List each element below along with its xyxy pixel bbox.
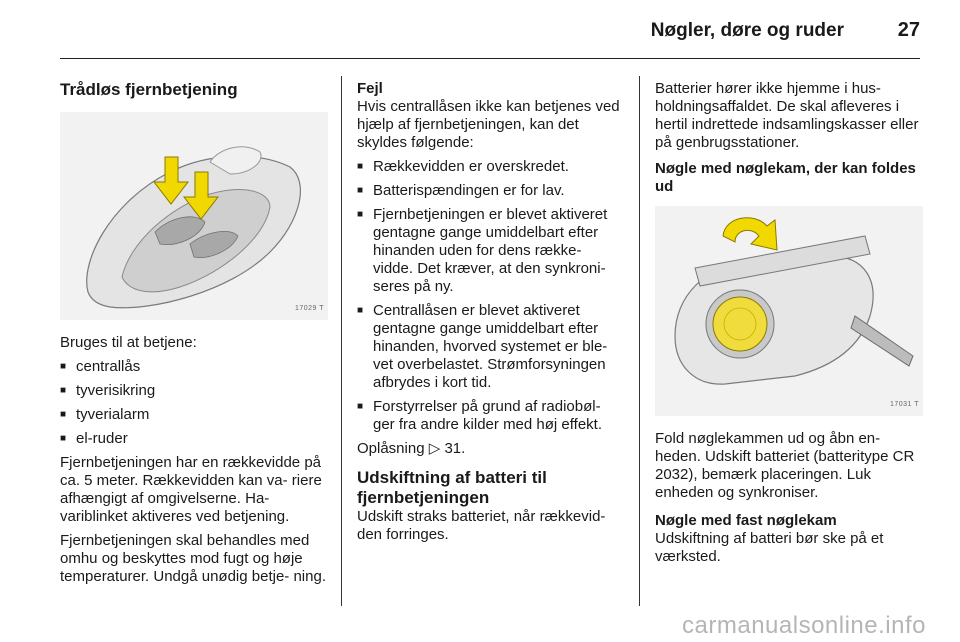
uses-intro: Bruges til at betjene: bbox=[60, 334, 197, 351]
foldkey-battery-drawing bbox=[655, 206, 923, 416]
list-item: ■ tyverisikring bbox=[60, 382, 328, 400]
column-3 bbox=[655, 80, 923, 572]
figure-code: 17029 T bbox=[294, 305, 324, 312]
list-item: ■ Centrallåsen er blevet aktiveret gentagne gange umiddelbart efter hinanden, hvorved systemet er ble- vet overbelastet. Strømforsyningen afbrydes i kort tid. bbox=[357, 302, 625, 392]
page-header bbox=[60, 18, 920, 58]
range-paragraph: Fjernbetjeningen har en rækkevidde på ca. 5 meter. Rækkevidden kan va- riere afhængigt af omgivelserne. Ha- variblinket aktiveres ved betjening. bbox=[60, 454, 322, 525]
page-reference-arrow-icon: ▷ bbox=[428, 440, 441, 457]
list-item: ■ Forstyrrelser på grund af radiobøl- ger fra andre kilder med høj effekt. bbox=[357, 398, 625, 434]
column-2 bbox=[357, 80, 625, 550]
list-item: ■ Fjernbetjeningen er blevet aktiveret gentagne gange umiddelbart efter hinanden uden for dens række- vidde. Det kræver, at den synkroni- seres på ny. bbox=[357, 206, 625, 296]
uses-list bbox=[60, 358, 328, 448]
care-paragraph: Fjernbetjeningen skal behandles med omhu og beskyttes mod fugt og høje temperaturer. Undgå unødig betje- ning. bbox=[60, 532, 326, 585]
battery-heading: Udskiftning af batteri til fjernbetjeningen bbox=[357, 468, 547, 507]
unlock-page-link[interactable]: 31. bbox=[444, 440, 466, 457]
unlock-label: Oplåsning bbox=[357, 440, 425, 457]
list-item: ■ centrallås bbox=[60, 358, 328, 376]
figure-code: 17031 T bbox=[889, 401, 919, 408]
foldkey-text: Fold nøglekammen ud og åbn en- heden. Udskift batteriet (batteritype CR 2032), bemærk placeringen. Luk enheden og synkroniser. bbox=[655, 430, 915, 501]
list-item: ■ el-ruder bbox=[60, 430, 328, 448]
header-title: Nøgler, døre og ruder bbox=[650, 20, 844, 41]
column-divider bbox=[639, 76, 640, 606]
fault-intro: Hvis centrallåsen ikke kan betjenes ved hjælp af fjernbetjeningen, kan det skyldes følgende: bbox=[357, 98, 620, 151]
remote-control-heading: Trådløs fjernbetjening bbox=[60, 80, 238, 99]
list-item: ■ Batterispændingen er for lav. bbox=[357, 182, 625, 200]
foldkey-heading: Nøgle med nøglekam, der kan foldes ud bbox=[655, 160, 916, 195]
list-item: ■ tyverialarm bbox=[60, 406, 328, 424]
remote-key-drawing bbox=[60, 112, 328, 320]
unlock-reference bbox=[357, 440, 625, 458]
column-1 bbox=[60, 80, 328, 592]
page-number: 27 bbox=[897, 19, 920, 41]
column-divider bbox=[341, 76, 342, 606]
foldkey-battery-illustration bbox=[655, 206, 923, 416]
header-rule bbox=[60, 58, 920, 59]
remote-key-illustration bbox=[60, 112, 328, 320]
fault-list bbox=[357, 158, 625, 434]
fixedkey-text: Udskiftning af batteri bør ske på et værksted. bbox=[655, 530, 884, 565]
fault-heading: Fejl bbox=[357, 80, 383, 97]
disposal-text: Batterier hører ikke hjemme i hus- holdningsaffaldet. De skal afleveres i hertil indrettede indsamlingskasser eller på genbrugsstationer. bbox=[655, 80, 919, 151]
battery-text: Udskift straks batteriet, når rækkevid- den forringes. bbox=[357, 508, 606, 543]
list-item: ■ Rækkevidden er overskredet. bbox=[357, 158, 625, 176]
fixedkey-heading: Nøgle med fast nøglekam bbox=[655, 512, 837, 529]
watermark: carmanualsonline.info bbox=[682, 612, 926, 639]
